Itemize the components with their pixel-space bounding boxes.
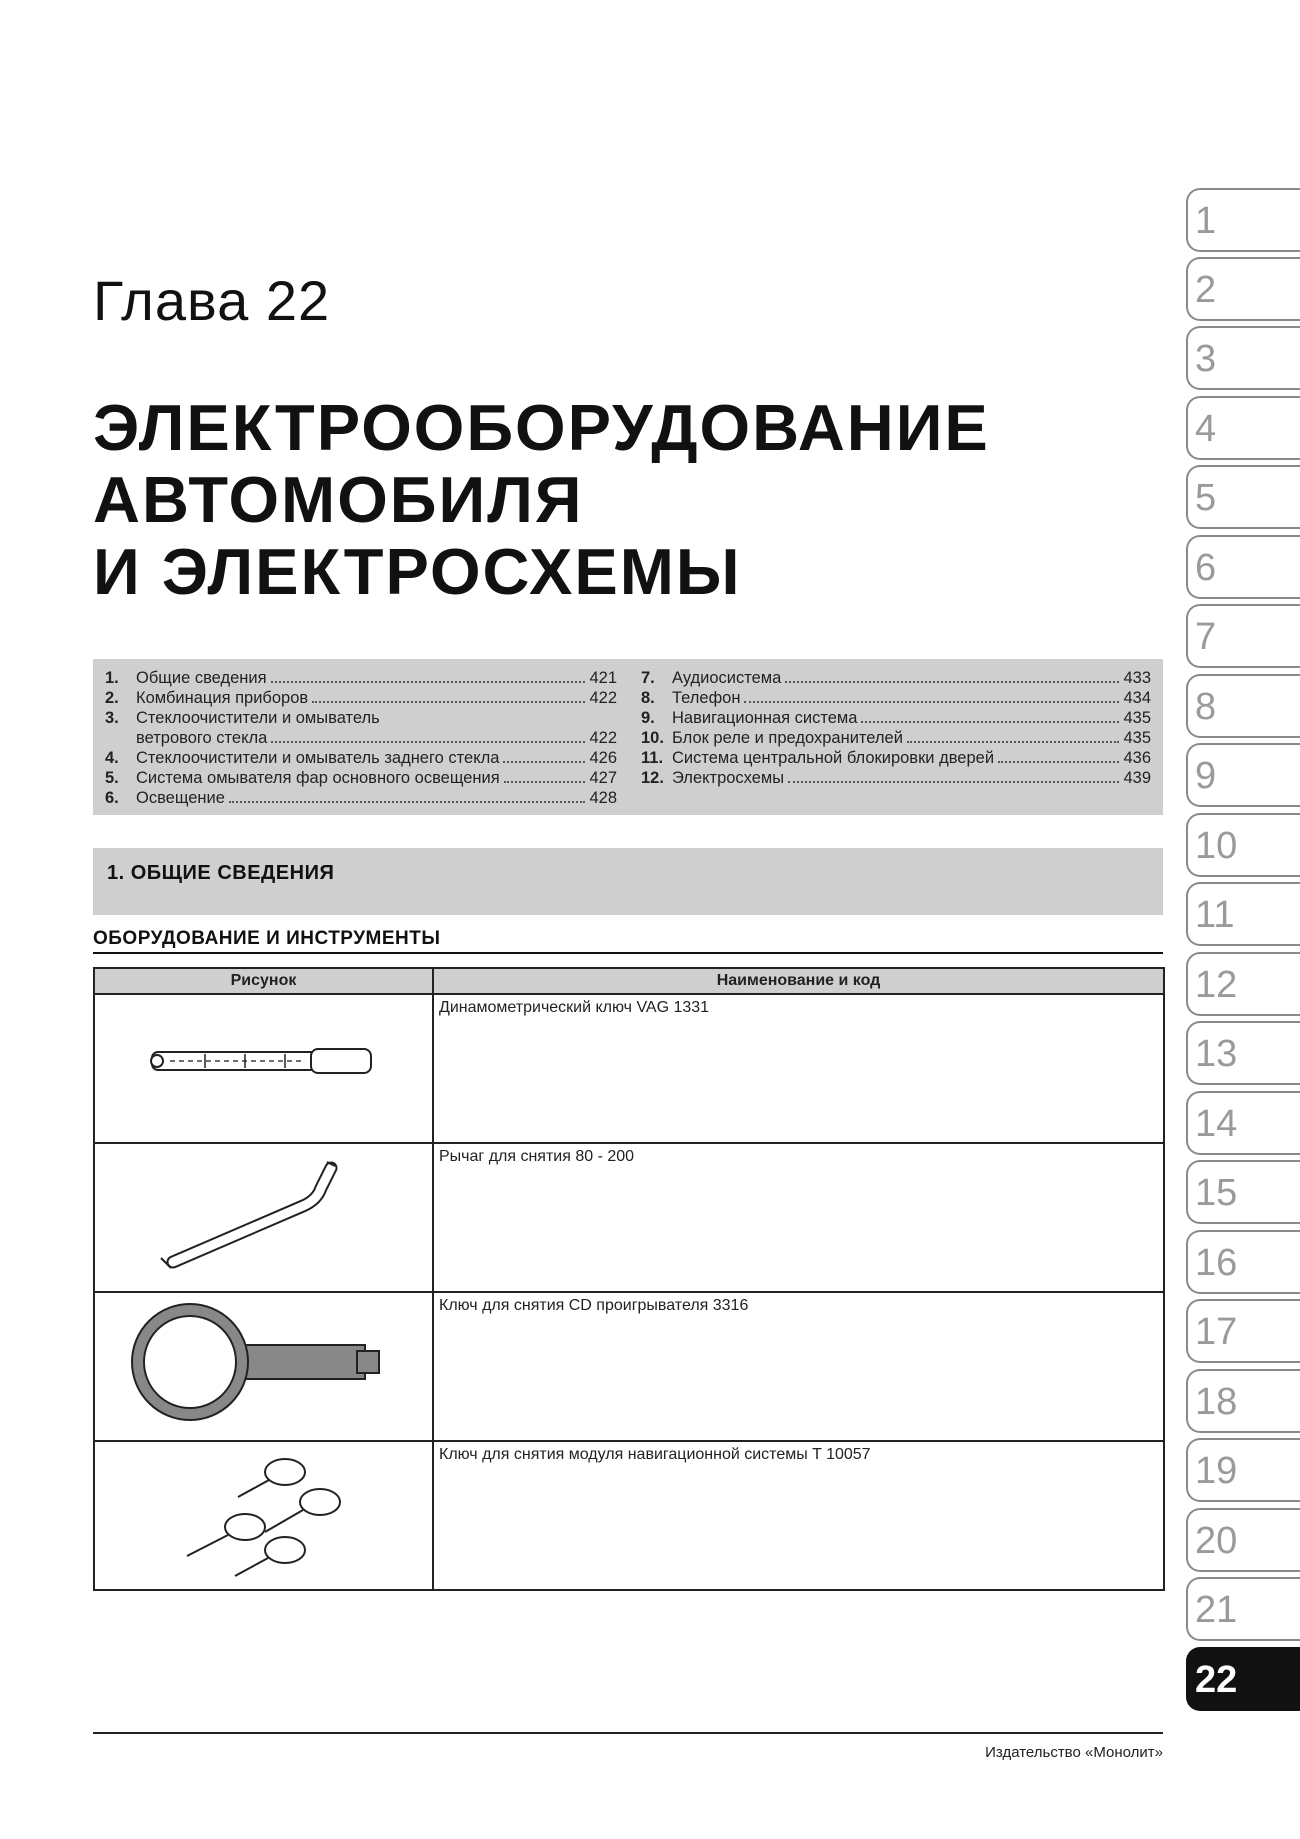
- tab-chapter-21[interactable]: [1186, 1577, 1300, 1641]
- table-row: [94, 994, 1164, 1143]
- navigation-removal-keys-icon: [95, 1442, 430, 1581]
- toc-number: 11.: [641, 749, 664, 767]
- toc-label: Система омывателя фар основного освещения: [136, 769, 500, 787]
- table-row: [94, 1441, 1164, 1590]
- tab-label: 6: [1195, 547, 1217, 589]
- toc-label: Стеклоочистители и омыватель: [136, 709, 380, 727]
- tab-label: 18: [1195, 1381, 1238, 1423]
- toc-number: 12.: [641, 769, 664, 787]
- table-header-row: [94, 968, 1164, 994]
- tab-chapter-13[interactable]: [1186, 1021, 1300, 1085]
- publisher-footer: Издательство «Монолит»: [985, 1744, 1163, 1761]
- tab-chapter-2[interactable]: [1186, 257, 1300, 321]
- title-line-3: И ЭЛЕКТРОСХЕМЫ: [93, 535, 742, 608]
- toc-leader: [861, 721, 1119, 723]
- chapter-label: Глава 22: [93, 269, 331, 332]
- tool-name: Ключ для снятия модуля навигационной системы T 10057: [433, 1441, 1164, 1590]
- toc-label: Телефон: [672, 689, 741, 707]
- tab-label: 17: [1195, 1311, 1238, 1353]
- toc-page: 428: [589, 789, 617, 807]
- toc-leader: [788, 781, 1119, 783]
- toc-label: Освещение: [136, 789, 225, 807]
- subsection-rule: [93, 952, 1163, 954]
- toc-page: 422: [589, 729, 617, 747]
- contents-box: [93, 659, 1163, 815]
- toc-page: 434: [1123, 689, 1151, 707]
- toc-number: 5.: [105, 769, 119, 787]
- tab-chapter-6[interactable]: [1186, 535, 1300, 599]
- tab-chapter-4[interactable]: [1186, 396, 1300, 460]
- tab-label: 11: [1195, 894, 1235, 936]
- tab-label: 8: [1195, 686, 1217, 728]
- toc-leader: [998, 761, 1119, 763]
- toc-number: 1.: [105, 669, 119, 687]
- tab-chapter-8[interactable]: [1186, 674, 1300, 738]
- tab-chapter-22-active[interactable]: [1186, 1647, 1300, 1711]
- toc-leader: [504, 781, 586, 783]
- tab-chapter-10[interactable]: [1186, 813, 1300, 877]
- subsection-heading: ОБОРУДОВАНИЕ И ИНСТРУМЕНТЫ: [93, 928, 441, 949]
- picture-cell: [94, 994, 433, 1143]
- tab-label: 2: [1195, 269, 1217, 311]
- torque-wrench-icon: [95, 995, 430, 1134]
- tab-chapter-11[interactable]: [1186, 882, 1300, 946]
- tab-label: 20: [1195, 1520, 1238, 1562]
- toc-number: 6.: [105, 789, 119, 807]
- toc-label: ветрового стекла: [136, 729, 268, 747]
- tab-chapter-19[interactable]: [1186, 1438, 1300, 1502]
- toc-label: Общие сведения: [136, 669, 267, 687]
- toc-number: 2.: [105, 689, 119, 707]
- tab-chapter-18[interactable]: [1186, 1369, 1300, 1433]
- toc-label: Блок реле и предохранителей: [672, 729, 903, 747]
- picture-cell: [94, 1143, 433, 1292]
- tab-label: 12: [1195, 964, 1238, 1006]
- tab-chapter-5[interactable]: [1186, 465, 1300, 529]
- page-title: [93, 392, 990, 608]
- tab-label: 22: [1195, 1659, 1238, 1701]
- tab-chapter-17[interactable]: [1186, 1299, 1300, 1363]
- cd-removal-key-icon: [95, 1293, 430, 1432]
- toc-item[interactable]: [105, 748, 617, 768]
- toc-label: Электросхемы: [672, 769, 785, 787]
- tab-label: 5: [1195, 477, 1217, 519]
- tool-name: Динамометрический ключ VAG 1331: [433, 994, 1164, 1143]
- section-heading-bar: [93, 848, 1163, 915]
- toc-page: 433: [1123, 669, 1151, 687]
- toc-item[interactable]: [641, 728, 1151, 748]
- toc-leader: [271, 741, 585, 743]
- column-header-picture: Рисунок: [94, 968, 433, 994]
- tab-label: 19: [1195, 1450, 1238, 1492]
- tab-chapter-12[interactable]: [1186, 952, 1300, 1016]
- toc-item[interactable]: [641, 768, 1151, 788]
- tab-chapter-16[interactable]: [1186, 1230, 1300, 1294]
- tab-chapter-7[interactable]: [1186, 604, 1300, 668]
- toc-item[interactable]: [641, 748, 1151, 768]
- toc-label: Навигационная система: [672, 709, 858, 727]
- toc-item[interactable]: [105, 768, 617, 788]
- toc-page: 421: [589, 669, 617, 687]
- toc-item[interactable]: [641, 688, 1151, 708]
- tab-chapter-9[interactable]: [1186, 743, 1300, 807]
- toc-leader: [785, 681, 1119, 683]
- tool-name: Рычаг для снятия 80 - 200: [433, 1143, 1164, 1292]
- tab-chapter-15[interactable]: [1186, 1160, 1300, 1224]
- toc-page: 435: [1123, 709, 1151, 727]
- toc-number: 8.: [641, 689, 655, 707]
- section-heading: 1. ОБЩИЕ СВЕДЕНИЯ: [107, 862, 335, 884]
- toc-page: 422: [589, 689, 617, 707]
- toc-label: Аудиосистема: [672, 669, 782, 687]
- tab-label: 7: [1195, 616, 1217, 658]
- tab-label: 1: [1195, 200, 1217, 242]
- toc-page: 426: [589, 749, 617, 767]
- picture-cell: [94, 1292, 433, 1441]
- toc-number: 3.: [105, 709, 119, 727]
- toc-item-continuation[interactable]: [105, 728, 617, 748]
- picture-cell: [94, 1441, 433, 1590]
- column-header-name: Наименование и код: [433, 968, 1164, 994]
- tab-label: 16: [1195, 1242, 1238, 1284]
- tab-label: 3: [1195, 338, 1217, 380]
- toc-page: 439: [1123, 769, 1151, 787]
- equipment-table: [93, 967, 1165, 1591]
- tab-label: 10: [1195, 825, 1238, 867]
- table-row: [94, 1292, 1164, 1441]
- toc-page: 436: [1123, 749, 1151, 767]
- tab-chapter-3[interactable]: [1186, 326, 1300, 390]
- footer-rule: [93, 1732, 1163, 1734]
- toc-label: Комбинация приборов: [136, 689, 309, 707]
- toc-number: 7.: [641, 669, 655, 687]
- toc-label: Система центральной блокировки дверей: [672, 749, 995, 767]
- toc-leader: [907, 741, 1120, 743]
- tab-chapter-14[interactable]: [1186, 1091, 1300, 1155]
- contents-column-right: [641, 668, 1151, 788]
- table-row: [94, 1143, 1164, 1292]
- toc-item[interactable]: [641, 708, 1151, 728]
- tab-label: 4: [1195, 408, 1217, 450]
- tab-label: 21: [1195, 1589, 1238, 1631]
- tab-label: 15: [1195, 1172, 1238, 1214]
- toc-leader: [229, 801, 586, 803]
- toc-number: 10.: [641, 729, 664, 747]
- toc-page: 427: [589, 769, 617, 787]
- tab-chapter-1[interactable]: [1186, 188, 1300, 252]
- tab-chapter-20[interactable]: [1186, 1508, 1300, 1572]
- contents-column-left: [105, 668, 617, 808]
- toc-leader: [271, 681, 586, 683]
- tab-label: 9: [1195, 755, 1217, 797]
- toc-label: Стеклоочистители и омыватель заднего стекла: [136, 749, 500, 767]
- toc-number: 4.: [105, 749, 119, 767]
- toc-item[interactable]: [641, 668, 1151, 688]
- tab-label: 13: [1195, 1033, 1238, 1075]
- toc-page: 435: [1123, 729, 1151, 747]
- tool-name: Ключ для снятия CD проигрывателя 3316: [433, 1292, 1164, 1441]
- toc-leader: [503, 761, 585, 763]
- toc-leader: [744, 701, 1119, 703]
- title-line-1: ЭЛЕКТРООБОРУДОВАНИЕ: [93, 391, 990, 464]
- toc-item[interactable]: [105, 708, 617, 728]
- removal-lever-icon: [95, 1144, 430, 1283]
- tab-label: 14: [1195, 1103, 1238, 1145]
- title-line-2: АВТОМОБИЛЯ: [93, 463, 584, 536]
- toc-leader: [312, 701, 585, 703]
- toc-item[interactable]: [105, 688, 617, 708]
- toc-number: 9.: [641, 709, 655, 727]
- toc-item[interactable]: [105, 788, 617, 808]
- toc-item[interactable]: [105, 668, 617, 688]
